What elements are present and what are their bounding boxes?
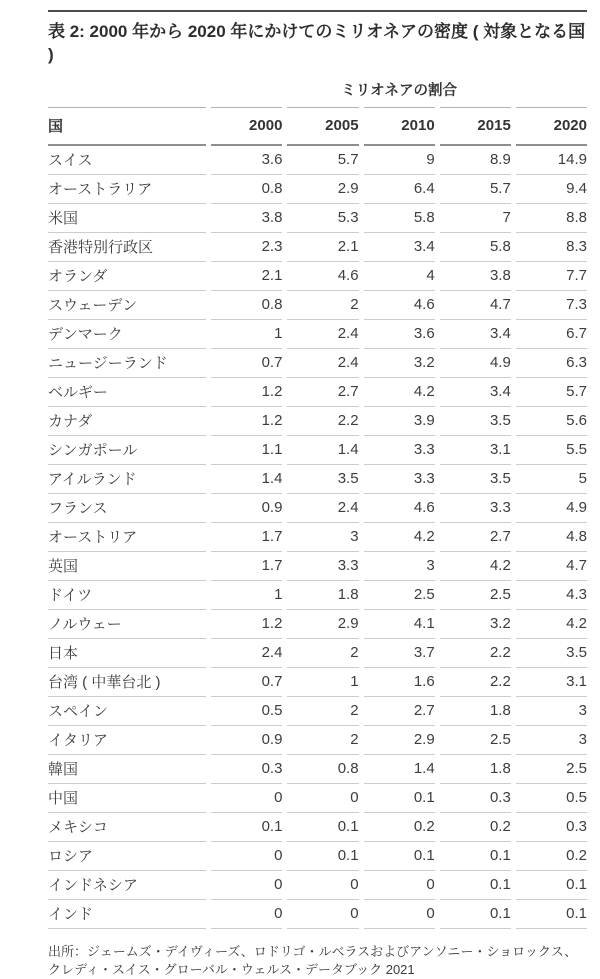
table-row [48,726,587,755]
table-row [48,639,587,668]
table-row [48,465,587,494]
value-cell: 1.4 [211,465,282,494]
table-row [48,262,587,291]
value-cell: 5 [516,465,587,494]
country-cell: ロシア [48,842,206,871]
value-cell: 0.2 [440,813,511,842]
country-cell: ニュージーランド [48,349,206,378]
value-cell: 0.9 [211,726,282,755]
value-cell: 1.1 [211,436,282,465]
value-cell: 2 [287,697,358,726]
value-cell: 1.4 [287,436,358,465]
source-note-line: 出所：ジェームズ・デイヴィーズ、ロドリゴ・ルベラスおよびアンソニー・ショロックス、 [48,943,578,959]
value-cell: 5.7 [516,378,587,407]
value-cell: 5.7 [287,146,358,175]
value-cell: 1.8 [440,755,511,784]
value-cell: 2.5 [516,755,587,784]
value-cell: 4.6 [287,262,358,291]
value-cell: 3.2 [364,349,435,378]
table-figure [48,10,587,979]
value-cell: 0 [211,842,282,871]
group-header-spacer [48,79,206,107]
value-cell: 4.7 [516,552,587,581]
country-cell: 英国 [48,552,206,581]
value-cell: 2.4 [287,494,358,523]
value-cell: 0.3 [516,813,587,842]
value-cell: 2 [287,291,358,320]
table-row [48,552,587,581]
table-row [48,494,587,523]
value-cell: 1.2 [211,610,282,639]
value-cell: 8.3 [516,233,587,262]
value-cell: 0 [287,784,358,813]
value-cell: 2.4 [287,320,358,349]
value-cell: 1.8 [440,697,511,726]
value-cell: 5.8 [364,204,435,233]
country-cell: ノルウェー [48,610,206,639]
source-note-line: クレディ・スイス・グローバル・ウェルス・データブック 2021 [48,962,415,978]
value-cell: 2.4 [211,639,282,668]
country-cell: イタリア [48,726,206,755]
value-cell: 4.2 [440,552,511,581]
table-row [48,697,587,726]
table-row [48,175,587,204]
value-cell: 0.8 [211,291,282,320]
group-header-label: ミリオネアの割合 [341,82,457,99]
value-cell: 2.9 [287,175,358,204]
value-cell: 1.2 [211,407,282,436]
table-row [48,204,587,233]
value-cell: 5.7 [440,175,511,204]
value-cell: 1 [287,668,358,697]
country-cell: 米国 [48,204,206,233]
table-row [48,842,587,871]
value-cell: 0 [287,900,358,929]
value-cell: 4.9 [440,349,511,378]
value-cell: 4.6 [364,494,435,523]
value-cell: 6.4 [364,175,435,204]
table-row [48,436,587,465]
value-cell: 3.4 [364,233,435,262]
value-cell: 8.9 [440,146,511,175]
table-row [48,378,587,407]
value-cell: 0.8 [287,755,358,784]
year-column-header: 2010 [364,107,435,146]
value-cell: 2.2 [440,639,511,668]
value-cell: 3.8 [211,204,282,233]
country-cell: ドイツ [48,581,206,610]
table-row [48,349,587,378]
country-cell: ベルギー [48,378,206,407]
value-cell: 3.9 [364,407,435,436]
value-cell: 5.8 [440,233,511,262]
country-cell: オーストリア [48,523,206,552]
value-cell: 0.1 [287,813,358,842]
value-cell: 3.3 [364,465,435,494]
table-title: 表 2: 2000 年から 2020 年にかけてのミリオネアの密度 ( 対象となる国 ) [48,22,586,64]
table-row [48,320,587,349]
value-cell: 2 [287,639,358,668]
value-cell: 0.1 [440,871,511,900]
table-row [48,291,587,320]
value-cell: 2.5 [440,581,511,610]
country-cell: 香港特別行政区 [48,233,206,262]
value-cell: 0.5 [211,697,282,726]
value-cell: 3.5 [516,639,587,668]
value-cell: 5.3 [287,204,358,233]
value-cell: 0.1 [516,871,587,900]
value-cell: 9.4 [516,175,587,204]
value-cell: 1 [211,320,282,349]
value-cell: 1.8 [287,581,358,610]
value-cell: 0.1 [516,900,587,929]
value-cell: 4.8 [516,523,587,552]
value-cell: 3.6 [211,146,282,175]
year-column-header: 2015 [440,107,511,146]
country-cell: 台湾 ( 中華台北 ) [48,668,206,697]
table-row [48,784,587,813]
value-cell: 0.7 [211,668,282,697]
value-cell: 2.5 [364,581,435,610]
table-row [48,871,587,900]
table-body [48,146,587,929]
country-cell: フランス [48,494,206,523]
value-cell: 4 [364,262,435,291]
value-cell: 0 [364,900,435,929]
value-cell: 2.1 [211,262,282,291]
value-cell: 0.7 [211,349,282,378]
value-cell: 0.3 [440,784,511,813]
country-cell: オランダ [48,262,206,291]
value-cell: 2.5 [440,726,511,755]
value-cell: 1 [211,581,282,610]
table-row [48,146,587,175]
value-cell: 3.7 [364,639,435,668]
value-cell: 4.2 [364,523,435,552]
table-row [48,407,587,436]
value-cell: 3 [287,523,358,552]
value-cell: 2.7 [440,523,511,552]
table-row [48,813,587,842]
value-cell: 3.4 [440,320,511,349]
value-cell: 1.6 [364,668,435,697]
year-column-header: 2005 [287,107,358,146]
value-cell: 3.1 [516,668,587,697]
value-cell: 0.9 [211,494,282,523]
value-cell: 3.8 [440,262,511,291]
value-cell: 3.4 [440,378,511,407]
value-cell: 3 [516,726,587,755]
value-cell: 7.3 [516,291,587,320]
country-cell: メキシコ [48,813,206,842]
value-cell: 0.2 [516,842,587,871]
value-cell: 2.3 [211,233,282,262]
value-cell: 7 [440,204,511,233]
value-cell: 2 [287,726,358,755]
value-cell: 6.7 [516,320,587,349]
country-cell: スイス [48,146,206,175]
value-cell: 7.7 [516,262,587,291]
value-cell: 4.7 [440,291,511,320]
table-row [48,900,587,929]
value-cell: 4.6 [364,291,435,320]
value-cell: 5.5 [516,436,587,465]
value-cell: 2.9 [287,610,358,639]
value-cell: 6.3 [516,349,587,378]
value-cell: 5.6 [516,407,587,436]
value-cell: 3 [364,552,435,581]
table-row [48,523,587,552]
value-cell: 2.9 [364,726,435,755]
country-cell: インドネシア [48,871,206,900]
value-cell: 0.1 [364,842,435,871]
value-cell: 2.2 [287,407,358,436]
value-cell: 2.7 [364,697,435,726]
value-cell: 0.1 [211,813,282,842]
value-cell: 3.1 [440,436,511,465]
value-cell: 0.1 [364,784,435,813]
value-cell: 4.1 [364,610,435,639]
value-cell: 0 [211,900,282,929]
country-cell: スウェーデン [48,291,206,320]
value-cell: 2.1 [287,233,358,262]
country-cell: スペイン [48,697,206,726]
value-cell: 0 [287,871,358,900]
value-cell: 3.5 [440,465,511,494]
value-cell: 0.8 [211,175,282,204]
value-cell: 2.4 [287,349,358,378]
value-cell: 2.2 [440,668,511,697]
value-cell: 2.7 [287,378,358,407]
year-column-header: 2000 [211,107,282,146]
value-cell: 3.3 [440,494,511,523]
table-row [48,668,587,697]
value-cell: 1.4 [364,755,435,784]
country-cell: 韓国 [48,755,206,784]
value-cell: 1.7 [211,552,282,581]
source-note [48,943,587,979]
top-rule [48,10,587,12]
country-cell: デンマーク [48,320,206,349]
value-cell: 0 [211,784,282,813]
country-cell: 中国 [48,784,206,813]
value-cell: 3.3 [364,436,435,465]
value-cell: 3.5 [440,407,511,436]
value-cell: 14.9 [516,146,587,175]
value-cell: 4.2 [516,610,587,639]
table-row [48,233,587,262]
value-cell: 1.2 [211,378,282,407]
millionaire-density-table [43,79,592,929]
country-cell: インド [48,900,206,929]
value-cell: 3.3 [287,552,358,581]
value-cell: 3.2 [440,610,511,639]
table-row [48,755,587,784]
value-cell: 4.9 [516,494,587,523]
value-cell: 0.1 [440,842,511,871]
country-cell: 日本 [48,639,206,668]
value-cell: 0.1 [440,900,511,929]
country-cell: アイルランド [48,465,206,494]
value-cell: 3.6 [364,320,435,349]
country-cell: シンガポール [48,436,206,465]
country-cell: カナダ [48,407,206,436]
value-cell: 4.2 [364,378,435,407]
column-header-row [48,107,587,146]
value-cell: 3 [516,697,587,726]
value-cell: 0.2 [364,813,435,842]
group-header-row [48,79,587,107]
value-cell: 0.5 [516,784,587,813]
country-cell: オーストラリア [48,175,206,204]
table-row [48,581,587,610]
value-cell: 0.3 [211,755,282,784]
value-cell: 0 [211,871,282,900]
table-row [48,610,587,639]
value-cell: 3.5 [287,465,358,494]
value-cell: 0 [364,871,435,900]
value-cell: 8.8 [516,204,587,233]
value-cell: 4.3 [516,581,587,610]
value-cell: 9 [364,146,435,175]
country-column-header: 国 [48,107,206,146]
value-cell: 1.7 [211,523,282,552]
year-column-header: 2020 [516,107,587,146]
value-cell: 0.1 [287,842,358,871]
